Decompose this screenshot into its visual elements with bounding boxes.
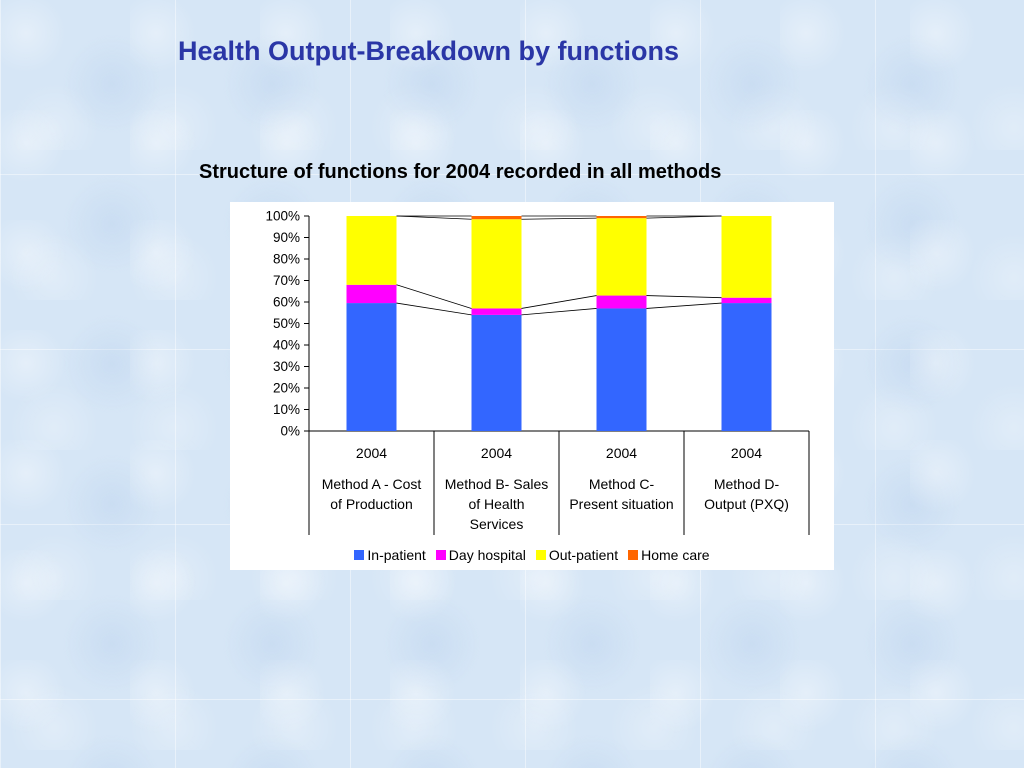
bar-segment-day-hospital <box>347 285 397 303</box>
chart-legend <box>230 547 834 563</box>
x-category-method-label: Method C- <box>588 476 655 492</box>
legend-swatch <box>354 550 364 560</box>
bar-segment-in-patient <box>597 308 647 431</box>
y-tick-label: 30% <box>272 359 300 374</box>
x-category-method-label: Services <box>469 516 524 532</box>
legend-label: Day hospital <box>448 547 526 563</box>
series-connector-line <box>522 296 597 309</box>
legend-label: Out-patient <box>548 547 619 563</box>
y-tick-label: 10% <box>272 402 300 417</box>
y-tick-label: 80% <box>272 251 300 267</box>
x-category-year-label: 2004 <box>480 445 513 461</box>
series-connector-line <box>397 216 472 219</box>
x-category-method-label: Method A - Cost <box>321 476 422 492</box>
series-connector-line <box>647 303 722 308</box>
legend-item <box>536 547 618 563</box>
stacked-bar-chart <box>230 202 834 542</box>
series-connector-line <box>522 218 597 219</box>
x-category-year-label: 2004 <box>605 445 638 461</box>
x-category-year-label: 2004 <box>355 445 388 461</box>
y-tick-label: 70% <box>272 273 300 288</box>
bar-segment-out-patient <box>472 219 522 308</box>
x-category-method-label: of Health <box>468 496 525 512</box>
legend-label: In-patient <box>367 547 426 563</box>
slide-title: Health Output-Breakdown by functions <box>178 36 680 66</box>
y-tick-label: 40% <box>272 337 300 353</box>
x-category-year-label: 2004 <box>730 445 763 461</box>
bar-segment-day-hospital <box>597 296 647 309</box>
chart-title: Structure of functions for 2004 recorded in all methods <box>199 161 722 183</box>
bar-segment-out-patient <box>597 218 647 295</box>
y-tick-label: 20% <box>272 380 300 396</box>
y-tick-label: 90% <box>272 230 300 245</box>
x-category-method-label: Present situation <box>569 496 674 512</box>
bar-segment-day-hospital <box>472 308 522 314</box>
x-category-method-label: Output (PXQ) <box>704 496 789 512</box>
bar-segment-day-hospital <box>722 298 772 303</box>
x-category-method-label: of Production <box>330 496 413 512</box>
x-category-method-label: Method D- <box>713 476 780 492</box>
legend-item <box>354 547 425 563</box>
bar-segment-in-patient <box>347 303 397 431</box>
y-tick-label: 50% <box>272 316 300 331</box>
bar-segment-out-patient <box>722 216 772 298</box>
legend-label: Home care <box>641 547 710 563</box>
legend-swatch <box>628 550 638 560</box>
legend-item <box>628 547 709 563</box>
legend-swatch <box>436 550 446 560</box>
legend-swatch <box>536 550 546 560</box>
bar-segment-out-patient <box>347 216 397 285</box>
series-connector-line <box>522 308 597 314</box>
y-tick-label: 100% <box>265 208 300 224</box>
y-tick-label: 0% <box>280 423 300 439</box>
bar-segment-home-care <box>472 216 522 219</box>
series-connector-line <box>647 296 722 298</box>
y-tick-label: 60% <box>272 294 300 310</box>
bar-segment-home-care <box>597 216 647 218</box>
bar-segment-in-patient <box>472 315 522 431</box>
legend-item <box>436 547 526 563</box>
x-category-method-label: Method B- Sales <box>444 476 549 492</box>
chart-panel <box>230 202 834 570</box>
bar-segment-in-patient <box>722 303 772 431</box>
